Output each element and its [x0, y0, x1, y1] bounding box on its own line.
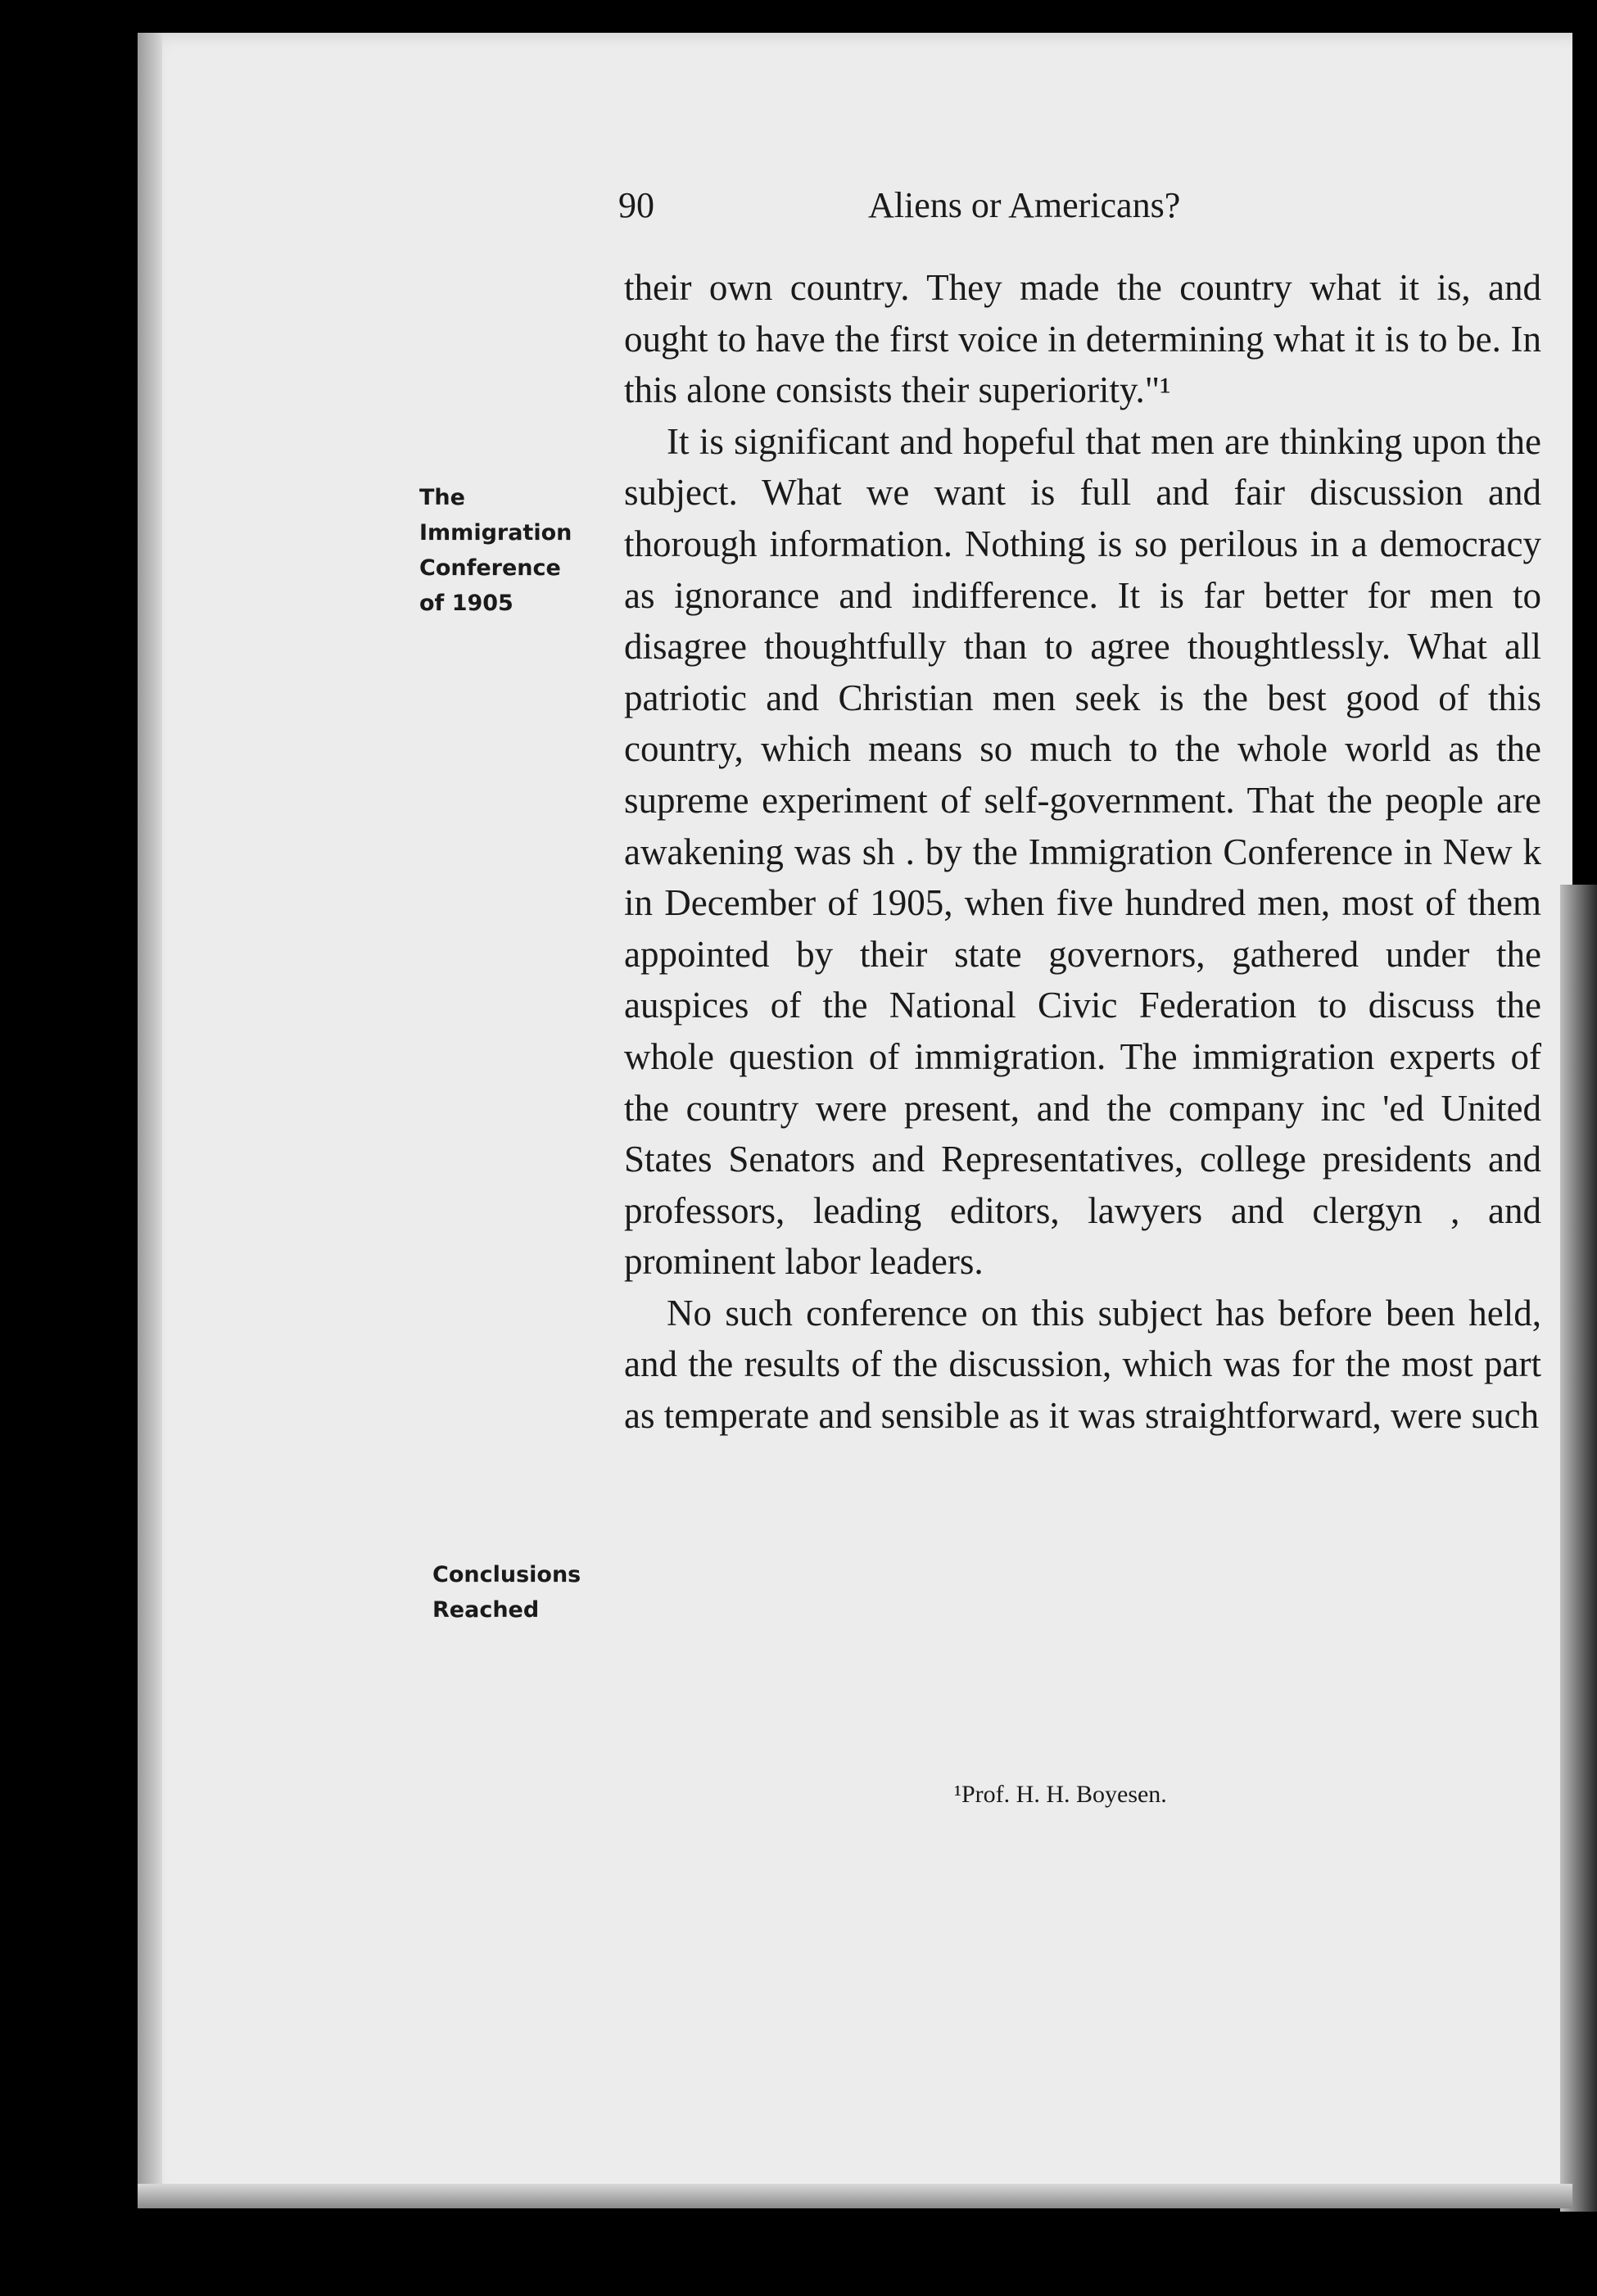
page-number: 90 [618, 185, 654, 225]
sidenote-line: Conclusions [432, 1562, 581, 1587]
footnote: ¹Prof. H. H. Boyesen. [954, 1781, 1167, 1808]
sidenote-conclusions-reached [432, 1557, 581, 1628]
page-edge-left [138, 33, 162, 2208]
paragraph-conclusions: No such conference on this subject has before been held, and the results of the discussion, which was for the most part as temperate and sensible as it was straightforward, were such [624, 1292, 1541, 1437]
body-text [624, 262, 1541, 1442]
paragraph-continuation: their own country. They made the country what it is, and ought to have the first voice in determining what it is to be. In this alone consists their superiority."¹ [624, 267, 1541, 411]
sidenote-line: Conference [419, 555, 561, 581]
sidenote-line: Immigration [419, 520, 572, 546]
paragraph-conference: It is significant and hopeful that men are thinking upon the subject. What we want is full and fair discussion and thorough information. Nothing is so perilous in a democracy as ignorance and indifference. It is far better for men to disagree thoughtfully than to agree thoughtlessly. What all patriotic and Christian men seek is the best good of this country, which means so much to the whole world as the supreme experiment of self-government. That the people are awakening was sh . by the Immigration Conference in New k in December of 1905, when five hundred men, most of them appointed by their state governors, gathered under the auspices of the National Civic Federation to discuss the whole question of immigration. The immigration experts of the country were present, and the company inc 'ed United States Senators and Representatives, college presidents and professors, leading editors, lawyers and clergyn , and prominent labor leaders. [624, 420, 1541, 1283]
sidenote-immigration-conference [419, 480, 572, 621]
sidenote-line: The [419, 485, 465, 510]
sidenote-line: Reached [432, 1597, 540, 1623]
page-edge-bottom [138, 2184, 1572, 2208]
page-edge-right [1560, 885, 1597, 2212]
running-title: Aliens or Americans? [868, 185, 1181, 225]
sidenote-line: of 1905 [419, 591, 513, 616]
